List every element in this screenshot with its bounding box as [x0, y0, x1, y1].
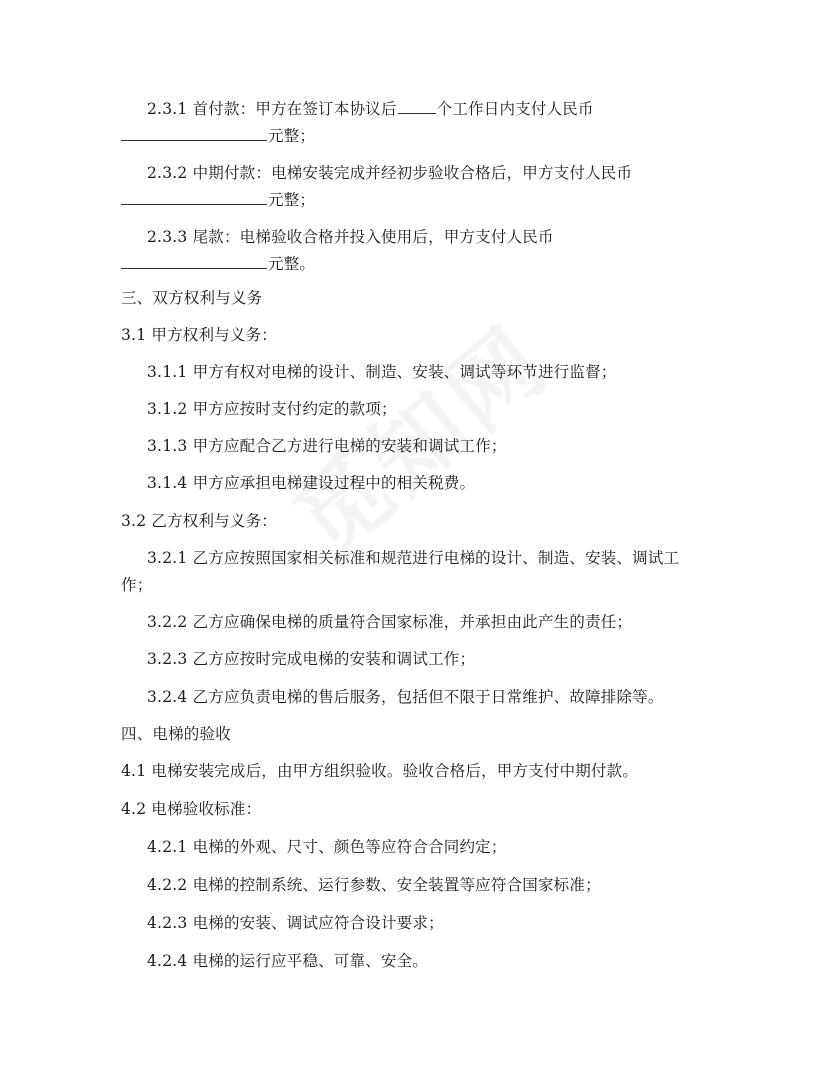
clause-3-2-4: 3.2.4 乙方应负责电梯的售后服务，包括但不限于日常维护、故障排除等。: [147, 688, 664, 706]
section-heading-4: 四、电梯的验收: [121, 725, 231, 743]
clause-4-1: 4.1 电梯安装完成后，由甲方组织验收。验收合格后，甲方支付中期付款。: [121, 762, 639, 780]
clause-text: 个工作日内支付人民币: [436, 100, 594, 118]
clause-text: 元整。: [268, 255, 316, 273]
clause-4-2-1: 4.2.1 电梯的外观、尺寸、颜色等应符合合同约定；: [147, 838, 507, 856]
clause-text: 2.3.2 中期付款：电梯安装完成并经初步验收合格后，甲方支付人民币: [147, 164, 633, 182]
clause-3-2-3: 3.2.3 乙方应按时完成电梯的安装和调试工作；: [147, 650, 476, 668]
blank-amount: [121, 189, 267, 205]
subsection-heading-3-2: 3.2 乙方权利与义务：: [121, 512, 277, 530]
clause-3-1-3: 3.1.3 甲方应配合乙方进行电梯的安装和调试工作；: [147, 437, 507, 455]
clause-3-2-2: 3.2.2 乙方应确保电梯的质量符合国家标准，并承担由此产生的责任；: [147, 613, 633, 631]
clause-4-2-2: 4.2.2 电梯的控制系统、运行参数、安全装置等应符合国家标准；: [147, 876, 601, 894]
clause-2-3-1: [147, 98, 594, 120]
clause-4-2-3: 4.2.3 电梯的安装、调试应符合设计要求；: [147, 914, 444, 932]
blank-amount: [121, 253, 267, 269]
clause-text: 元整；: [268, 191, 316, 209]
subsection-heading-4-2: 4.2 电梯验收标准：: [121, 800, 262, 818]
clause-4-2-4: 4.2.4 电梯的运行应平稳、可靠、安全。: [147, 952, 429, 970]
clause-2-3-3-amount: [121, 253, 315, 275]
clause-text: 元整；: [268, 127, 316, 145]
clause-3-1-2: 3.1.2 甲方应按时支付约定的款项；: [147, 400, 397, 418]
section-heading-3: 三、双方权利与义务: [121, 289, 263, 307]
clause-2-3-2-amount: [121, 189, 315, 211]
subsection-heading-3-1: 3.1 甲方权利与义务：: [121, 326, 277, 344]
clause-2-3-3: [147, 226, 554, 248]
clause-3-2-1-continued: 作；: [121, 576, 153, 594]
clause-2-3-2: [147, 162, 632, 184]
clause-text: 2.3.1 首付款：甲方在签订本协议后: [147, 100, 397, 118]
clause-3-1-1: 3.1.1 甲方有权对电梯的设计、制造、安装、调试等环节进行监督；: [147, 363, 617, 381]
blank-amount: [121, 125, 267, 141]
clause-3-1-4: 3.1.4 甲方应承担电梯建设过程中的相关税费。: [147, 474, 476, 492]
clause-2-3-1-amount: [121, 125, 315, 147]
clause-text: 2.3.3 尾款：电梯验收合格并投入使用后，甲方支付人民币: [147, 228, 554, 246]
clause-3-2-1: 3.2.1 乙方应按照国家相关标准和规范进行电梯的设计、制造、安装、调试工: [147, 549, 680, 567]
blank-days: [398, 98, 436, 114]
